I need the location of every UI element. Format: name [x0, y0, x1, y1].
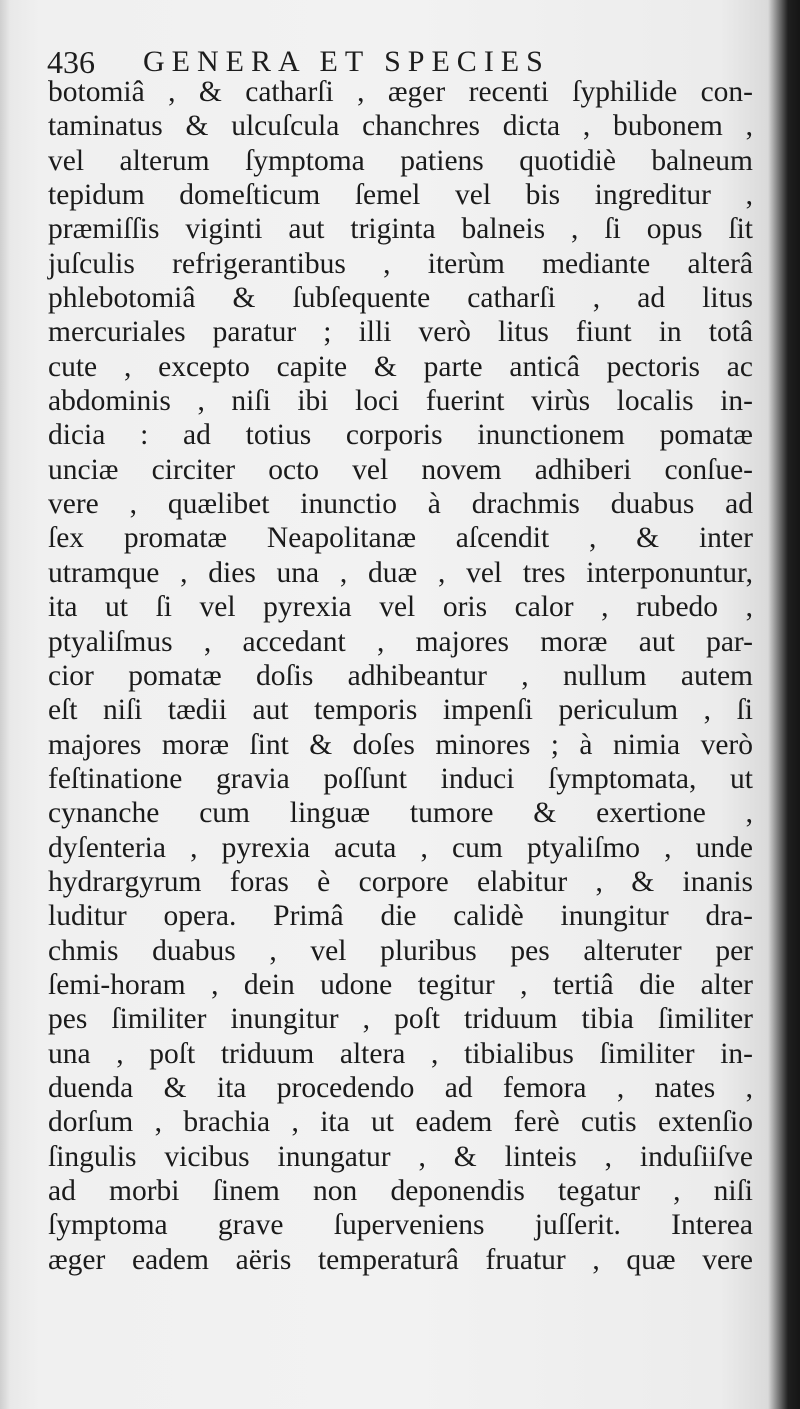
text-line: chmis duabus , vel pluribus pes alteruter per [48, 934, 753, 967]
text-line: ptyaliſmus , accedant , majores moræ aut par- [48, 625, 753, 658]
text-line: cynanche cum linguæ tumore & exertione , [48, 797, 753, 830]
text-line: ſingulis vicibus inungatur , & linteis , induſiiſve [48, 1140, 753, 1173]
text-line: phlebotomiâ & ſubſequente catharſi , ad litus [48, 282, 753, 315]
text-line: luditur opera. Primâ die calidè inungitur dra- [48, 900, 753, 933]
text-line: cute , excepto capite & parte anticâ pectoris ac [48, 350, 753, 383]
text-line: eſt niſi tædii aut temporis impenſi periculum , ſi [48, 694, 753, 727]
text-line: vere , quælibet inunctio à drachmis duabus ad [48, 488, 753, 521]
page-number: 436 [47, 44, 95, 80]
text-line: botomiâ , & catharſi , æger recenti ſyphilide con- [48, 76, 753, 108]
text-line: ſex promatæ Neapolitanæ aſcendit , & inter [48, 522, 753, 555]
text-line: dyſenteria , pyrexia acuta , cum ptyaliſmo , unde [48, 831, 753, 864]
text-line: mercuriales paratur ; illi verò litus fiunt in totâ [48, 316, 753, 349]
running-title: GENERA ET SPECIES [143, 45, 550, 78]
text-line: pes ſimiliter inungitur , poſt triduum tibia ſimiliter [48, 1003, 753, 1036]
text-line: majores moræ ſint & doſes minores ; à nimia verò [48, 728, 753, 761]
text-line: hydrargyrum foras è corpore elabitur , & inanis [48, 865, 753, 898]
text-line: unciæ circiter octo vel novem adhiberi conſue- [48, 453, 753, 486]
text-line: tepidum domeſticum ſemel vel bis ingreditur , [48, 179, 753, 212]
text-line: æger eadem aëris temperaturâ fruatur , quæ vere [48, 1243, 753, 1276]
text-line: ad morbi ſinem non deponendis tegatur , niſi [48, 1175, 753, 1207]
text-line: abdominis , niſi ibi loci fuerint virùs localis in- [48, 385, 753, 418]
text-line: vel alterum ſymptoma patiens quotidiè balneum [48, 144, 753, 177]
text-line: ſemi-horam , dein udone tegitur , tertiâ die alter [48, 968, 753, 1001]
text-line: dicia : ad totius corporis inunctionem pomatæ [48, 419, 753, 452]
text-line: feſtinatione gravia poſſunt induci ſymptomata, ut [48, 762, 753, 795]
text-line: cior pomatæ doſis adhibeantur , nullum autem [48, 659, 753, 692]
text-line: ita ut ſi vel pyrexia vel oris calor , rubedo , [48, 591, 753, 624]
page-gutter-shadow [0, 0, 10, 1409]
text-line: dorſum , brachia , ita ut eadem ferè cutis extenſio [48, 1106, 753, 1139]
text-line: una , poſt triduum altera , tibialibus ſimiliter in- [48, 1037, 753, 1070]
text-line: utramque , dies una , duæ , vel tres interponuntur, [48, 556, 753, 589]
body-text [48, 75, 753, 1277]
text-line: ſymptoma grave ſuperveniens juſſerit. Interea [48, 1209, 753, 1242]
text-line: juſculis refrigerantibus , iterùm mediante alterâ [48, 247, 753, 280]
text-line: præmiſſis viginti aut triginta balneis , ſi opus ſit [48, 213, 753, 246]
text-line: taminatus & ulcuſcula chanchres dicta , bubonem , [48, 110, 753, 143]
text-line: duenda & ita procedendo ad femora , nates , [48, 1071, 753, 1104]
